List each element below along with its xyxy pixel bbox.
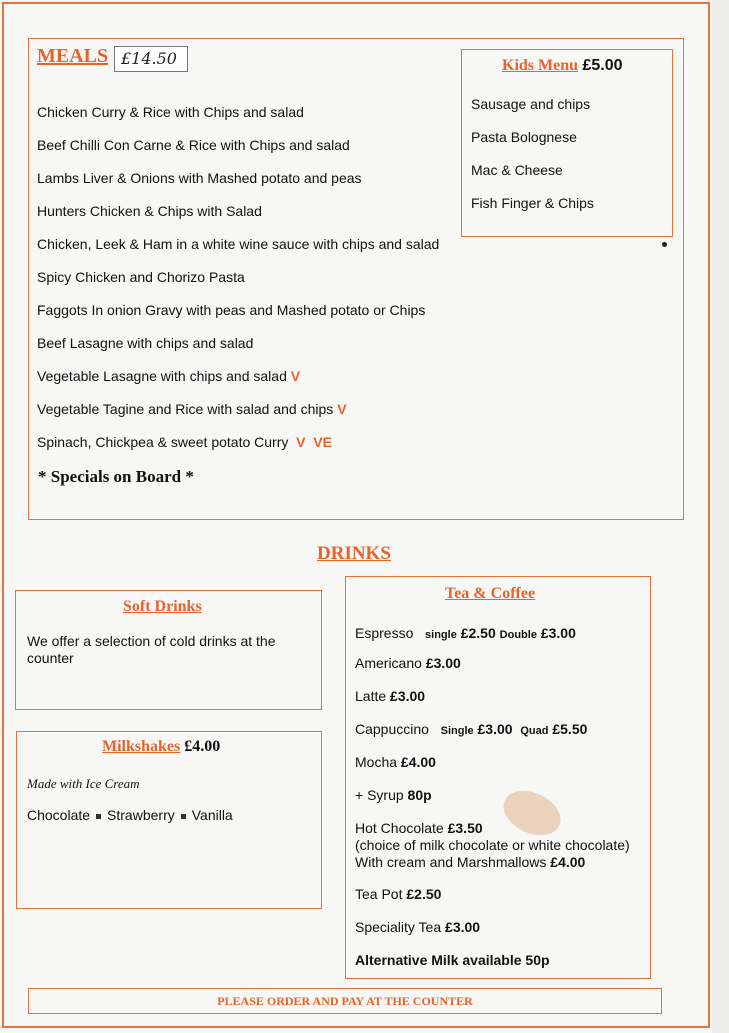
meals-title: MEALS (37, 45, 109, 67)
kids-menu-title: Kids Menu (502, 57, 579, 74)
handwritten-price-note: £14.50 (114, 46, 188, 72)
meal-item: Faggots In onion Gravy with peas and Mashed potato or Chips (37, 302, 426, 318)
drink-americano: Americano £3.00 (355, 655, 461, 671)
meal-item: Beef Lasagne with chips and salad (37, 335, 254, 351)
drink-syrup: + Syrup 80p (355, 787, 432, 803)
tea-coffee-title: Tea & Coffee (445, 585, 536, 602)
scan-edge (712, 0, 729, 1033)
kids-item: Mac & Cheese (471, 162, 563, 178)
specials-note: * Specials on Board * (38, 467, 194, 486)
vegetarian-tag: V (290, 368, 301, 384)
meal-item: Lambs Liver & Onions with Mashed potato and peas (37, 170, 362, 186)
meal-item: Chicken Curry & Rice with Chips and salad (37, 104, 304, 120)
alternative-milk-note: Alternative Milk available 50p (355, 952, 550, 968)
drink-latte: Latte £3.00 (355, 688, 426, 704)
milkshakes-title: Milkshakes (102, 738, 181, 755)
ink-dot (662, 242, 667, 247)
drink-speciality-tea: Speciality Tea £3.00 (355, 919, 481, 935)
drink-mocha: Mocha £4.00 (355, 754, 436, 770)
vegan-tag: V VE (296, 434, 332, 450)
drink-cappuccino: Cappuccino Single £3.00 Quad £5.50 (355, 721, 588, 737)
milkshakes-price: £4.00 (184, 738, 221, 755)
bullet-icon (181, 814, 186, 819)
flavour: Chocolate (27, 807, 91, 823)
flavour: Vanilla (191, 807, 233, 823)
meal-item: Chicken, Leek & Ham in a white wine sauce with chips and salad (37, 236, 440, 252)
drink-tea-pot: Tea Pot £2.50 (355, 886, 442, 902)
bullet-icon (96, 814, 101, 819)
kids-item: Sausage and chips (471, 96, 591, 112)
meal-item: Vegetable Lasagne with chips and salad V (37, 368, 301, 384)
milkshake-flavours (27, 807, 233, 823)
kids-item: Fish Finger & Chips (471, 195, 594, 211)
meal-item: Vegetable Tagine and Rice with salad and chips V (37, 401, 347, 417)
meal-item: Spicy Chicken and Chorizo Pasta (37, 269, 245, 285)
meal-item: Spinach, Chickpea & sweet potato Curry V VE (37, 434, 332, 450)
drink-espresso: Espresso single £2.50 Double £3.00 (355, 625, 576, 641)
kids-item: Pasta Bolognese (471, 129, 577, 145)
milkshakes-header (102, 738, 220, 756)
kids-menu-price: £5.00 (582, 57, 623, 74)
meal-item: Hunters Chicken & Chips with Salad (37, 203, 262, 219)
milkshakes-note: Made with Ice Cream (27, 776, 140, 791)
drinks-title: DRINKS (317, 543, 391, 564)
vegetarian-tag: V (337, 401, 347, 417)
meal-item: Beef Chilli Con Carne & Rice with Chips and salad (37, 137, 350, 153)
drink-hot-chocolate: Hot Chocolate £3.50 (choice of milk chocolate or white chocolate) With cream and Marshmallows £4.00 (355, 820, 630, 870)
kids-menu-header (502, 57, 623, 75)
footer-text: PLEASE ORDER AND PAY AT THE COUNTER (217, 994, 473, 1008)
flavour: Strawberry (107, 807, 175, 823)
soft-drinks-text: We offer a selection of cold drinks at the counter (27, 633, 276, 666)
soft-drinks-title: Soft Drinks (123, 598, 202, 615)
